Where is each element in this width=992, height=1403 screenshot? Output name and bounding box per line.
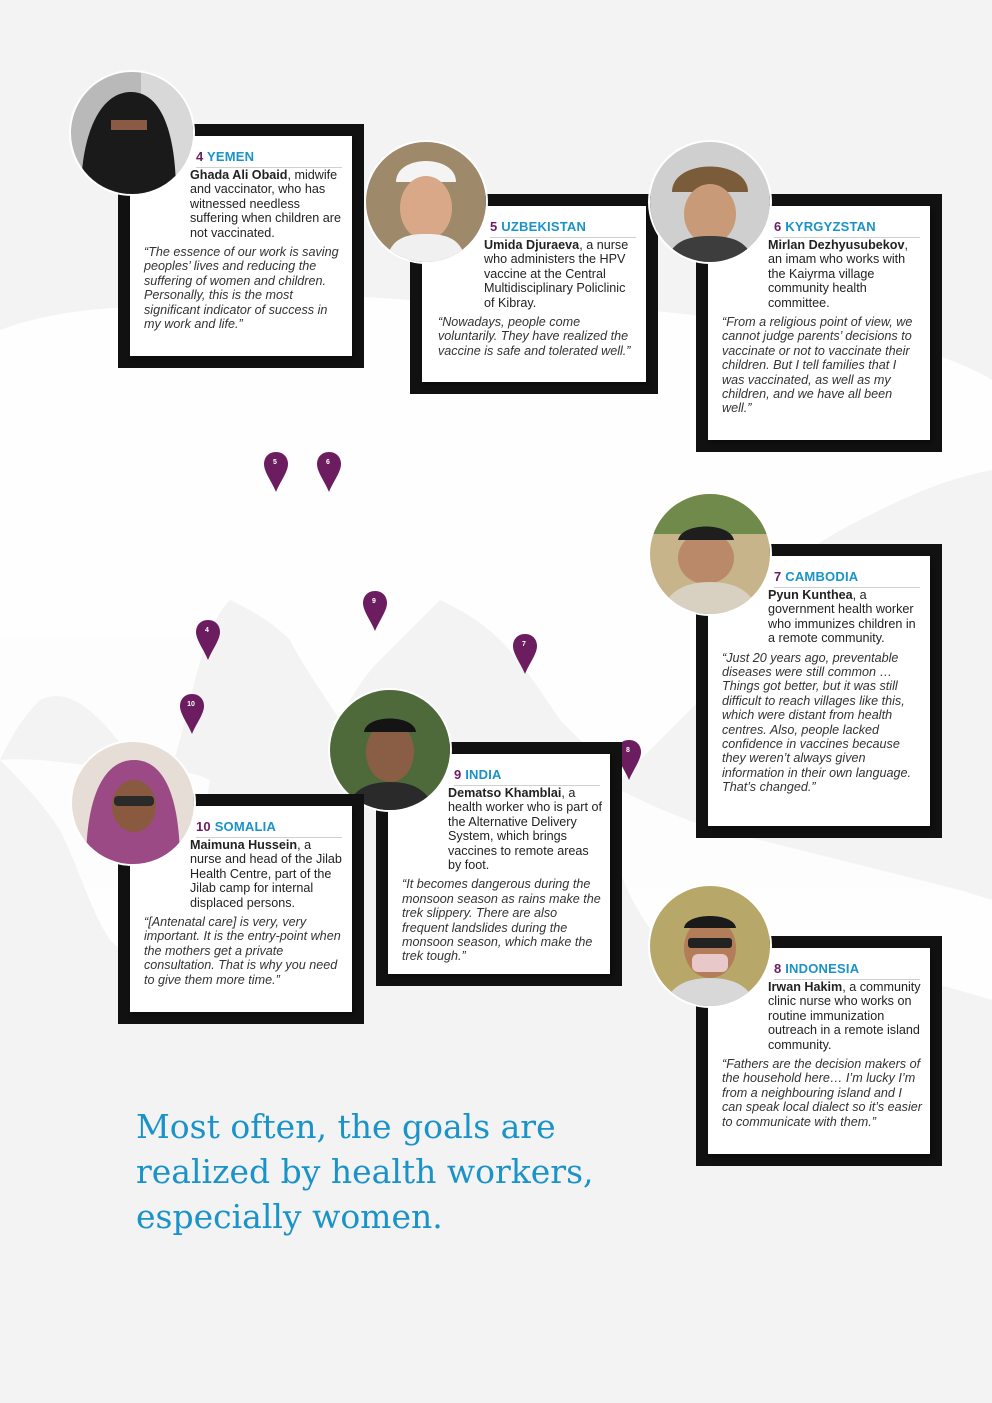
portrait-somalia	[70, 740, 196, 866]
headline-line-1: Most often, the goals are	[136, 1107, 556, 1146]
portrait-indonesia	[648, 884, 772, 1008]
profile-card-cambodia: 7 CAMBODIA Pyun Kunthea, a government health worker who immunizes children in a remote community. “Just 20 years ago, preventable diseases were still common … Things got better, but it was still difficult to reach villages like this, which were distant from health centres. Also, people lacked confidence in vaccines because they weren’t always given information in their own language. That’s changed.”	[696, 544, 942, 838]
map-pin-6[interactable]: 6	[316, 452, 342, 492]
map-pin-9[interactable]: 9	[362, 591, 388, 631]
portrait-kyrgyzstan	[648, 140, 772, 264]
headline-line-3: especially women.	[136, 1197, 443, 1236]
portrait-uzbekistan	[364, 140, 488, 264]
card-body: Umida Djuraeva, a nurse who administers the HPV vaccine at the Central Multidisciplinary Policlinic of Kibray. “Nowadays, people come voluntarily. They have realized the vaccine is safe and tolerated well.”	[438, 238, 631, 358]
map-pin-8[interactable]: 8	[616, 740, 642, 780]
map-pin-10[interactable]: 10	[179, 694, 205, 734]
profile-card-india: 9 INDIA Dematso Khamblai, a health worker who is part of the Alternative Delivery System, which brings vaccines to remote areas by foot. “It becomes dangerous during the monsoon season as rains make the trek slippery. There are also frequent landslides during the monsoon season, which make the trek tough.”	[376, 742, 622, 986]
profile-card-somalia: 10 SOMALIA Maimuna Hussein, a nurse and head of the Jilab Health Centre, part of the Jilab camp for internal displaced persons. “[Antenatal care] is very, very important. It is the entry-point when the mothers get a private consultation. That is why you need to give them more time.”	[118, 794, 364, 1024]
headline-line-2: realized by health workers,	[136, 1152, 594, 1191]
profile-card-uzbekistan: 5 UZBEKISTAN Umida Djuraeva, a nurse who administers the HPV vaccine at the Central Multidisciplinary Policlinic of Kibray. “Nowadays, people come voluntarily. They have realized the vaccine is safe and tolerated well.”	[410, 194, 658, 394]
card-header: 4 YEMEN	[196, 150, 342, 168]
headline	[136, 1104, 616, 1239]
profile-card-indonesia: 8 INDONESIA Irwan Hakim, a community clinic nurse who works on routine immunization outreach in a remote island community. “Fathers are the decision makers of the household here… I’m lucky I’m from a neighbouring island and I can speak local dialect so it’s easier to communicate with them.”	[696, 936, 942, 1166]
profile-card-kyrgyzstan: 6 KYRGYZSTAN Mirlan Dezhyusubekov, an imam who works with the Kaiyrma village community health committee. “From a religious point of view, we cannot judge parents’ decisions to vaccinate or not to vaccinate their children. But I tell families that I was vaccinated, as well as my children, and we have all been well.”	[696, 194, 942, 452]
portrait-cambodia	[648, 492, 772, 616]
card-body: Pyun Kunthea, a government health worker who immunizes children in a remote community. “Just 20 years ago, preventable diseases were still common … Things got better, but it was still difficult to reach villages like this, which were distant from health centres. Also, people lacked confidence in vaccines because they weren’t always given information in their own language. That’s changed.”	[722, 588, 916, 795]
card-body: Ghada Ali Obaid, midwife and vaccinator, who has witnessed needless suffering when children are not vaccinated. “The essence of our work is saving peoples’ lives and reducing the suffering of women and children. Personally, this is the most significant indicator of success in my work and life.”	[144, 168, 341, 332]
card-body: Maimuna Hussein, a nurse and head of the Jilab Health Centre, part of the Jilab camp for internal displaced persons. “[Antenatal care] is very, very important. It is the entry-point when the mothers get a private consultation. That is why you need to give them more time.”	[144, 838, 342, 987]
map-pin-5[interactable]: 5	[263, 452, 289, 492]
card-body: Dematso Khamblai, a health worker who is part of the Alternative Delivery System, which brings vaccines to remote areas by foot. “It becomes dangerous during the monsoon season as rains make the trek slippery. There are also frequent landslides during the monsoon season, which make the trek tough.”	[402, 786, 602, 964]
map-pin-7[interactable]: 7	[512, 634, 538, 674]
card-body: Mirlan Dezhyusubekov, an imam who works with the Kaiyrma village community health committee. “From a religious point of view, we cannot judge parents’ decisions to vaccinate or not to vaccinate their children. But I tell families that I was vaccinated, as well as my children, and we have all been well.”	[722, 238, 913, 416]
card-body: Irwan Hakim, a community clinic nurse who works on routine immunization outreach in a remote island community. “Fathers are the decision makers of the household here… I’m lucky I’m from a neighbouring island and I can speak local dialect so it’s easier to communicate with them.”	[722, 980, 922, 1129]
portrait-yemen	[69, 70, 195, 196]
map-pin-4[interactable]: 4	[195, 620, 221, 660]
